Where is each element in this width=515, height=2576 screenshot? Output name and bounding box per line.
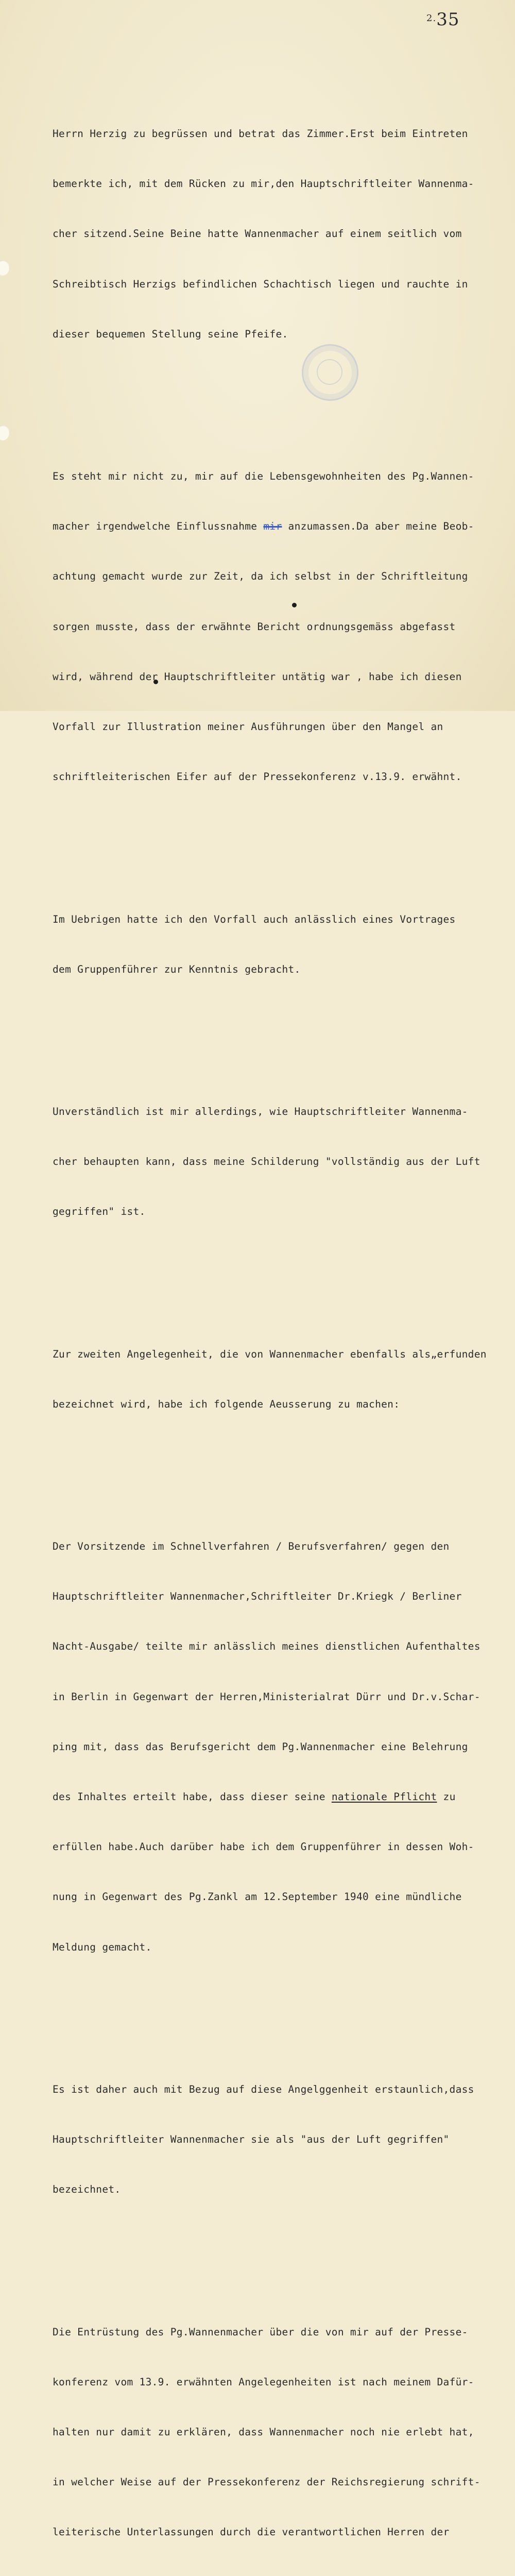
text-line: erfüllen habe.Auch darüber habe ich dem Gruppenführer in dessen Woh- <box>53 1841 474 1853</box>
text-line-with-strike <box>53 518 511 535</box>
text-line: bemerkte ich, mit dem Rücken zu mir,den Hauptschriftleiter Wannenma- <box>53 178 474 190</box>
punch-hole-icon <box>0 260 9 276</box>
text-line: Es ist daher auch mit Bezug auf diese Angelggenheit erstaunlich,dass <box>53 2083 474 2095</box>
text-line: Hauptschriftleiter Wannenmacher,Schriftleiter Dr.Kriegk / Berliner <box>53 1590 462 1603</box>
text-line: gegriffen" ist. <box>53 1206 146 1218</box>
text-line: Schreibtisch Herzigs befindlichen Schachtisch liegen und rauchte in <box>53 278 468 290</box>
text-line: Es steht mir nicht zu, mir auf die Lebensgewohnheiten des Pg.Wannen- <box>53 470 474 483</box>
text-line: konferenz vom 13.9. erwähnten Angelegenheiten ist nach meinem Dafür- <box>53 2376 474 2388</box>
text-line: in Berlin in Gegenwart der Herren,Ministerialrat Dürr und Dr.v.Schar- <box>53 1690 480 1703</box>
text-line: wird, während der Hauptschriftleiter untätig war , habe ich diesen <box>53 670 462 683</box>
punch-hole-icon <box>0 425 9 440</box>
paragraph-3 <box>53 878 511 1011</box>
text-line: Die Entrüstung des Pg.Wannenmacher über die von mir auf der Presse- <box>53 2326 468 2338</box>
text-segment: macher irgendwelche Einflussnahme <box>53 520 264 533</box>
text-line: Meldung gemacht. <box>53 1941 152 1953</box>
text-line: bezeichnet wird, habe ich folgende Aeusserung zu machen: <box>53 1398 400 1410</box>
paragraph-5 <box>53 1313 511 1446</box>
text-line: Unverständlich ist mir allerdings, wie Hauptschriftleiter Wannenma- <box>53 1105 468 1117</box>
text-line: Der Vorsitzende im Schnellverfahren / Berufsverfahren/ gegen den <box>53 1540 450 1553</box>
text-line: Nacht-Ausgabe/ teilte mir anlässlich meines dienstlichen Aufenthaltes <box>53 1640 480 1653</box>
text-segment: zu <box>437 1791 456 1803</box>
paragraph-2 <box>53 435 511 819</box>
text-line: dem Gruppenführer zur Kenntnis gebracht. <box>53 963 301 975</box>
paragraph-4 <box>53 1070 511 1253</box>
page-number-value: 35 <box>436 9 460 30</box>
text-line-with-underline <box>53 1789 511 1805</box>
page-number <box>426 9 459 30</box>
text-line: cher sitzend.Seine Beine hatte Wannenmacher auf einem seitlich vom <box>53 228 462 240</box>
underlined-phrase: nationale Pflicht <box>331 1791 437 1803</box>
text-line: nung in Gegenwart des Pg.Zankl am 12.September 1940 eine mündliche <box>53 1891 462 1903</box>
text-line: schriftleiterischen Eifer auf der Pressekonferenz v.13.9. erwähnt. <box>53 771 462 783</box>
text-line: Im Uebrigen hatte ich den Vorfall auch anlässlich eines Vortrages <box>53 913 456 925</box>
text-line: sorgen musste, dass der erwähnte Bericht ordnungsgemäss abgefasst <box>53 620 456 633</box>
text-line: dieser bequemen Stellung seine Pfeife. <box>53 328 288 340</box>
text-line: Vorfall zur Illustration meiner Ausführungen über den Mangel an <box>53 721 443 733</box>
text-line: cher behaupten kann, dass meine Schilderung "vollständig aus der Luft <box>53 1156 480 1168</box>
text-line: Herrn Herzig zu begrüssen und betrat das Zimmer.Erst beim Eintreten <box>53 128 468 140</box>
paragraph-1 <box>53 92 511 376</box>
text-segment: des Inhaltes erteilt habe, dass dieser seine <box>53 1791 332 1803</box>
text-line: Zur zweiten Angelegenheit, die von Wannenmacher ebenfalls als„erfunden <box>53 1348 487 1360</box>
page-number-prefix: 2. <box>426 13 437 24</box>
struck-word: mir <box>263 520 282 533</box>
text-line: leiterische Unterlassungen durch die verantwortlichen Herren der <box>53 2526 450 2538</box>
text-line: bezeichnet. <box>53 2183 121 2196</box>
paragraph-7 <box>53 2048 511 2231</box>
text-segment: anzumassen.Da aber meine Beob- <box>282 520 474 533</box>
text-line: achtung gemacht wurde zur Zeit, da ich selbst in der Schriftleitung <box>53 570 468 583</box>
text-line: Hauptschriftleiter Wannenmacher sie als "aus der Luft gegriffen" <box>53 2133 450 2146</box>
text-line: halten nur damit zu erklären, dass Wannenmacher noch nie erlebt hat, <box>53 2426 474 2438</box>
paragraph-6 <box>53 1505 511 1989</box>
text-line: in welcher Weise auf der Pressekonferenz der Reichsregierung schrift- <box>53 2476 480 2488</box>
paragraph-8 <box>53 2291 511 2574</box>
typed-text-body <box>53 42 511 2576</box>
text-line: ping mit, dass das Berufsgericht dem Pg.Wannenmacher eine Belehrung <box>53 1740 468 1753</box>
